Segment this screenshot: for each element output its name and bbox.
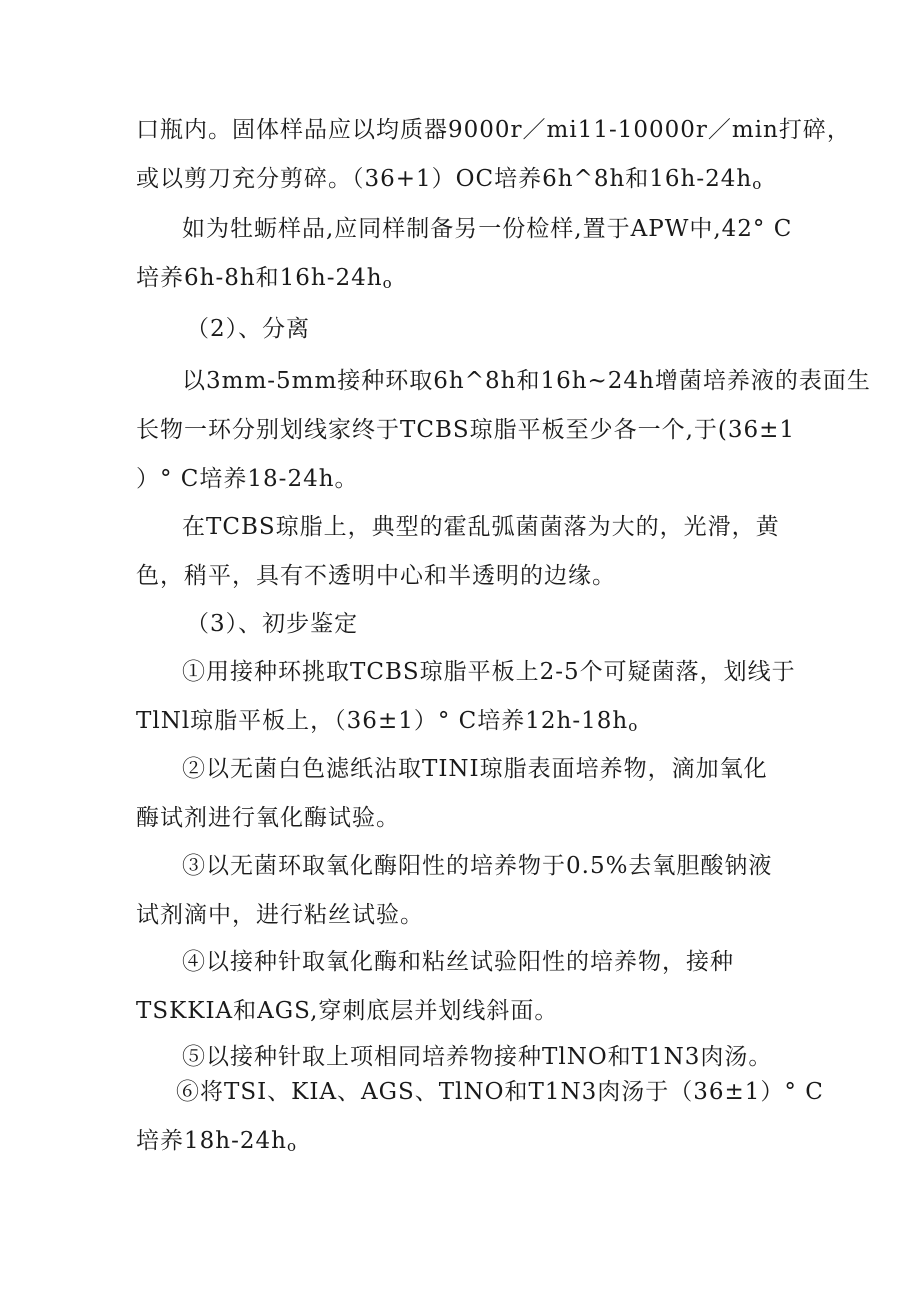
- paragraph-oyster-sample: [136, 205, 796, 303]
- text-line: ）° C培养18-24h。: [136, 466, 359, 492]
- text-line: 在TCBS琼脂上，典型的霍乱弧菌菌落为大的，光滑，黄: [182, 514, 780, 540]
- list-item-2: [136, 745, 796, 843]
- list-item-4: [136, 938, 796, 1036]
- text-line: 试剂滴中，进行粘丝试验。: [136, 902, 424, 928]
- text-line: 如为牡蛎样品,应同样制备另一份检样,置于APW中,42° C: [182, 216, 793, 242]
- text-line: ③以无菌环取氧化酶阳性的培养物于0.5%去氧胆酸钠液: [182, 853, 773, 879]
- text-line: ④以接种针取氧化酶和粘丝试验阳性的培养物，接种: [182, 949, 734, 975]
- paragraph-colony-morphology: [136, 503, 796, 601]
- text-line: 或以剪刀充分剪碎。（36+1）OC培养6h^8h和$16h-24h_o$: [136, 166, 763, 193]
- section-heading-isolation: [136, 305, 796, 354]
- text-line: 以3mm-5mm接种环取6h^8h和16h~24h增菌培养液的表面生: [182, 368, 871, 394]
- text-line: ②以无菌白色滤纸沾取TINI琼脂表面培养物，滴加氧化: [182, 756, 768, 782]
- text-line: ⑥将TSI、KIA、AGS、TlNO和T1N3肉汤于（36±1）° C: [176, 1079, 824, 1105]
- text-line: TlNl琼脂平板上，（36±1）° C培养$12h-18h_o$: [136, 708, 639, 735]
- list-item-1: [136, 648, 796, 746]
- text-line: 培养6h-8h和$16h-24h_o$: [136, 265, 393, 292]
- text-line: TSKKIA和AGS,穿刺底层并划线斜面。: [136, 998, 559, 1024]
- heading-text: （3）、初步鉴定: [186, 611, 359, 637]
- text-line: ①用接种环挑取TCBS琼脂平板上2-5个可疑菌落，划线于: [182, 659, 796, 685]
- list-item-6: [136, 1068, 824, 1166]
- subscript-o: o: [628, 717, 639, 735]
- subscript-o: o: [752, 175, 763, 193]
- text-line: 酶试剂进行氧化酶试验。: [136, 805, 400, 831]
- section-heading-preliminary-identification: [136, 600, 796, 649]
- heading-text: （2）、分离: [186, 316, 311, 342]
- text-line: ⑤以接种针取上项相同培养物接种TlNO和T1N3肉汤。: [182, 1044, 773, 1070]
- paragraph-sample-homogenize: [136, 106, 851, 204]
- text-line: 口瓶内。固体样品应以均质器9000r／mi11-10000r／min打碎，: [136, 117, 851, 143]
- list-item-3: [136, 842, 796, 940]
- paragraph-streak-plating: [136, 357, 871, 504]
- text-line: 培养$18h-24h_o$: [136, 1128, 297, 1155]
- subscript-o: o: [382, 274, 393, 292]
- text-line: 长物一环分别划线家终于TCBS琼脂平板至少各一个,于(36±1: [136, 417, 796, 443]
- text-line: 色，稍平，具有不透明中心和半透明的边缘。: [136, 563, 616, 589]
- subscript-o: o: [286, 1137, 297, 1155]
